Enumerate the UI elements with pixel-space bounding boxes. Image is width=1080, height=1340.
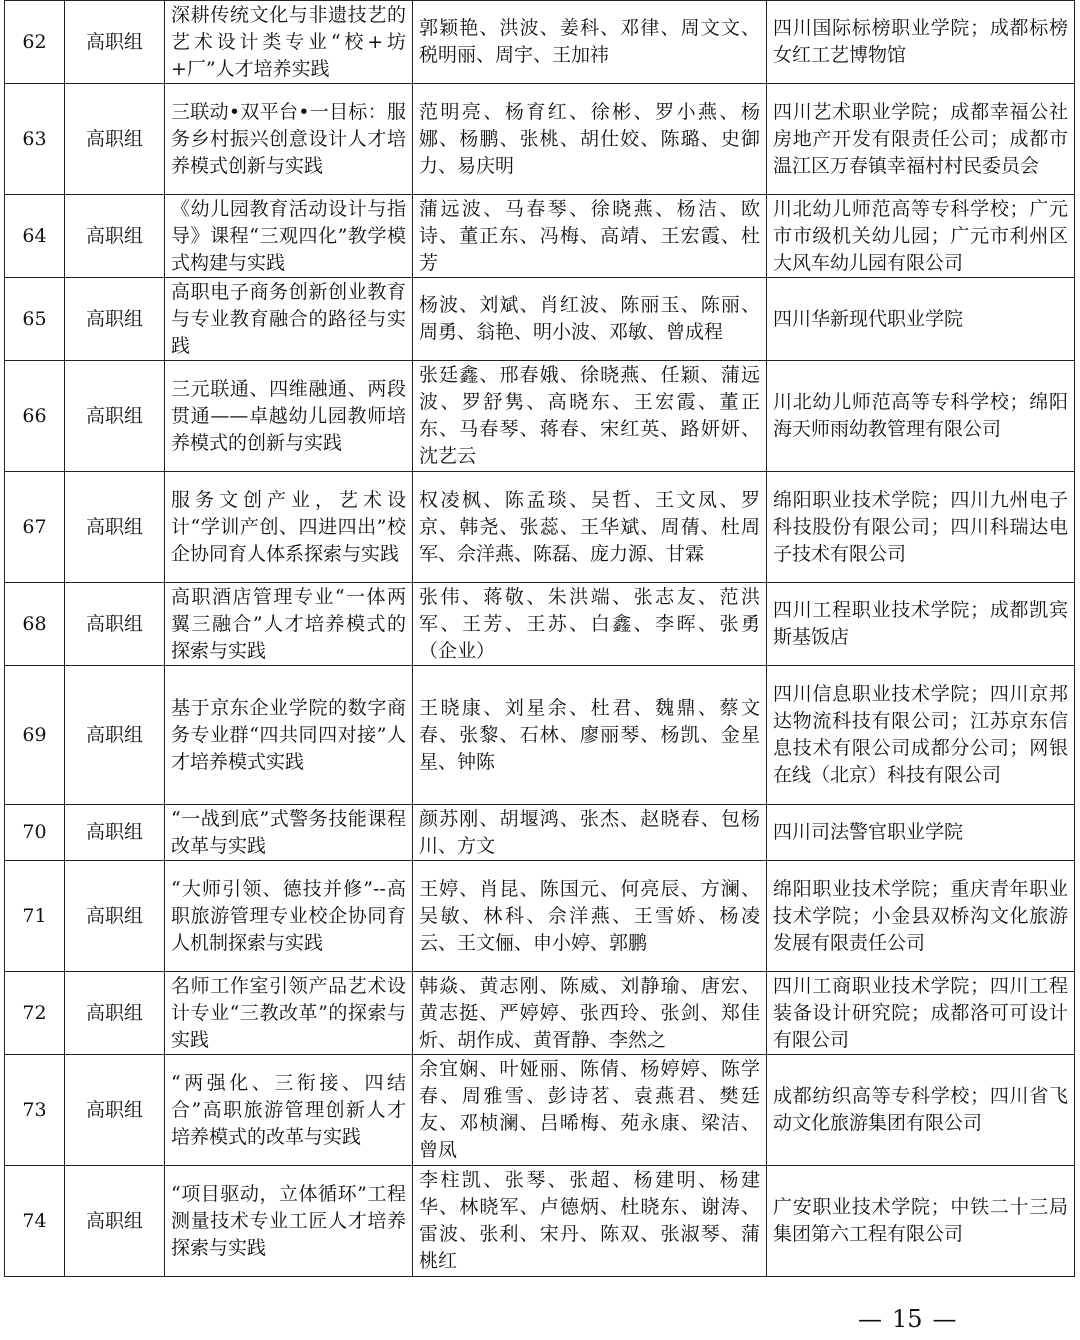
table-row [5, 1166, 1075, 1277]
members-cell: 张廷鑫、邢春娥、徐晓燕、任颖、蒲远波、罗舒隽、高晓东、王宏霞、董正东、马春琴、蒋春、宋红英、路妍妍、沈艺云 [413, 361, 767, 472]
row-number: 72 [5, 972, 65, 1055]
group-cell: 高职组 [65, 84, 165, 195]
footer-dash-right: — [932, 1305, 957, 1333]
project-title-cell: 《幼儿园教育活动设计与指导》课程“三观四化”教学模式构建与实践 [165, 195, 413, 278]
table-row [5, 472, 1075, 583]
table-row [5, 84, 1075, 195]
row-number: 66 [5, 361, 65, 472]
group-cell: 高职组 [65, 278, 165, 361]
table-row [5, 1055, 1075, 1166]
project-title-cell: “两强化、三衔接、四结合”高职旅游管理创新人才培养模式的改革与实践 [165, 1055, 413, 1166]
project-title-cell: 高职电子商务创新创业教育与专业教育融合的路径与实践 [165, 278, 413, 361]
table-row [5, 861, 1075, 972]
table-row [5, 195, 1075, 278]
units-cell: 四川国际标榜职业学院；成都标榜女红工艺博物馆 [767, 1, 1075, 84]
members-cell: 颜苏刚、胡堰鸿、张杰、赵晓春、包杨川、方文 [413, 805, 767, 861]
group-cell: 高职组 [65, 666, 165, 805]
row-number: 69 [5, 666, 65, 805]
row-number: 70 [5, 805, 65, 861]
project-title-cell: 服务文创产业，艺术设计“学训产创、四进四出”校企协同育人体系探索与实践 [165, 472, 413, 583]
group-cell: 高职组 [65, 805, 165, 861]
members-cell: 杨波、刘斌、肖红波、陈丽玉、陈丽、周勇、翁艳、明小波、邓敏、曾成程 [413, 278, 767, 361]
row-number: 74 [5, 1166, 65, 1277]
members-cell: 郭颖艳、洪波、姜科、邓律、周文文、税明丽、周宇、王加祎 [413, 1, 767, 84]
table-row [5, 583, 1075, 666]
units-cell: 四川信息职业技术学院；四川京邦达物流科技有限公司；江苏京东信息技术有限公司成都分公司；网银在线（北京）科技有限公司 [767, 666, 1075, 805]
units-cell: 绵阳职业技术学院；重庆青年职业技术学院；小金县双桥沟文化旅游发展有限责任公司 [767, 861, 1075, 972]
table-row [5, 361, 1075, 472]
table-row [5, 278, 1075, 361]
group-cell: 高职组 [65, 1055, 165, 1166]
project-title-cell: 名师工作室引领产品艺术设计专业“三教改革”的探索与实践 [165, 972, 413, 1055]
units-cell: 绵阳职业技术学院；四川九州电子科技股份有限公司；四川科瑞达电子技术有限公司 [767, 472, 1075, 583]
table-row [5, 972, 1075, 1055]
units-cell: 川北幼儿师范高等专科学校；绵阳海天师雨幼教管理有限公司 [767, 361, 1075, 472]
row-number: 68 [5, 583, 65, 666]
members-cell: 蒲远波、马春琴、徐晓燕、杨洁、欧诗、董正东、冯梅、高靖、王宏霞、杜芳 [413, 195, 767, 278]
row-number: 62 [5, 1, 65, 84]
table-row [5, 805, 1075, 861]
group-cell: 高职组 [65, 361, 165, 472]
awards-table [4, 0, 1075, 1277]
units-cell: 四川工程职业技术学院；成都凯宾斯基饭店 [767, 583, 1075, 666]
project-title-cell: 深耕传统文化与非遗技艺的艺术设计类专业“校+坊+厂”人才培养实践 [165, 1, 413, 84]
row-number: 71 [5, 861, 65, 972]
project-title-cell: “项目驱动，立体循环”工程测量技术专业工匠人才培养探索与实践 [165, 1166, 413, 1277]
members-cell: 李柱凯、张琴、张超、杨建明、杨建华、林晓军、卢德炳、杜晓东、谢涛、雷波、张利、宋丹、陈双、张淑琴、蒲桃红 [413, 1166, 767, 1277]
units-cell: 四川司法警官职业学院 [767, 805, 1075, 861]
project-title-cell: 基于京东企业学院的数字商务专业群“四共同四对接”人才培养模式实践 [165, 666, 413, 805]
project-title-cell: 高职酒店管理专业“一体两翼三融合”人才培养模式的探索与实践 [165, 583, 413, 666]
row-number: 63 [5, 84, 65, 195]
group-cell: 高职组 [65, 195, 165, 278]
table-row [5, 1, 1075, 84]
table-row [5, 666, 1075, 805]
footer-dash-left: — [858, 1305, 882, 1333]
units-cell: 成都纺织高等专科学校；四川省飞动文化旅游集团有限公司 [767, 1055, 1075, 1166]
members-cell: 余宜娴、叶娅丽、陈倩、杨婷婷、陈学春、周雅雪、彭诗茗、袁燕君、樊廷友、邓桢澜、吕晞梅、苑永康、梁洁、曾凤 [413, 1055, 767, 1166]
units-cell: 四川华新现代职业学院 [767, 278, 1075, 361]
members-cell: 张伟、蒋敬、朱洪端、张志友、范洪军、王芳、王苏、白鑫、李晖、张勇（企业） [413, 583, 767, 666]
project-title-cell: 三元联通、四维融通、两段贯通——卓越幼儿园教师培养模式的创新与实践 [165, 361, 413, 472]
members-cell: 权凌枫、陈孟琰、吴哲、王文凤、罗京、韩尧、张蕊、王华斌、周蒨、杜周军、佘洋燕、陈磊、庞力源、甘霖 [413, 472, 767, 583]
group-cell: 高职组 [65, 472, 165, 583]
row-number: 67 [5, 472, 65, 583]
members-cell: 范明亮、杨育红、徐彬、罗小燕、杨娜、杨鹏、张桃、胡仕姣、陈璐、史御力、易庆明 [413, 84, 767, 195]
group-cell: 高职组 [65, 1, 165, 84]
row-number: 65 [5, 278, 65, 361]
row-number: 73 [5, 1055, 65, 1166]
row-number: 64 [5, 195, 65, 278]
units-cell: 广安职业技术学院；中铁二十三局集团第六工程有限公司 [767, 1166, 1075, 1277]
members-cell: 韩焱、黄志刚、陈威、刘静瑜、唐宏、黄志挺、严婷婷、张西玲、张剑、郑佳炘、胡作成、黄胥静、李然之 [413, 972, 767, 1055]
project-title-cell: “一战到底”式警务技能课程改革与实践 [165, 805, 413, 861]
group-cell: 高职组 [65, 1166, 165, 1277]
group-cell: 高职组 [65, 972, 165, 1055]
project-title-cell: 三联动•双平台•一目标：服务乡村振兴创意设计人才培养模式创新与实践 [165, 84, 413, 195]
members-cell: 王晓康、刘星余、杜君、魏鼎、蔡文春、张黎、石林、廖丽琴、杨凯、金星星、钟陈 [413, 666, 767, 805]
group-cell: 高职组 [65, 583, 165, 666]
units-cell: 四川工商职业技术学院；四川工程装备设计研究院；成都洛可可设计有限公司 [767, 972, 1075, 1055]
group-cell: 高职组 [65, 861, 165, 972]
page-number: 15 [892, 1305, 923, 1333]
project-title-cell: “大师引领、德技并修”--高职旅游管理专业校企协同育人机制探索与实践 [165, 861, 413, 972]
page-footer [858, 1304, 957, 1334]
units-cell: 四川艺术职业学院；成都幸福公社房地产开发有限责任公司；成都市温江区万春镇幸福村村民委员会 [767, 84, 1075, 195]
units-cell: 川北幼儿师范高等专科学校；广元市市级机关幼儿园；广元市利州区大风车幼儿园有限公司 [767, 195, 1075, 278]
members-cell: 王婷、肖昆、陈国元、何亮辰、方澜、吴敏、林科、佘洋燕、王雪娇、杨凌云、王文俪、申小婷、郭鹏 [413, 861, 767, 972]
